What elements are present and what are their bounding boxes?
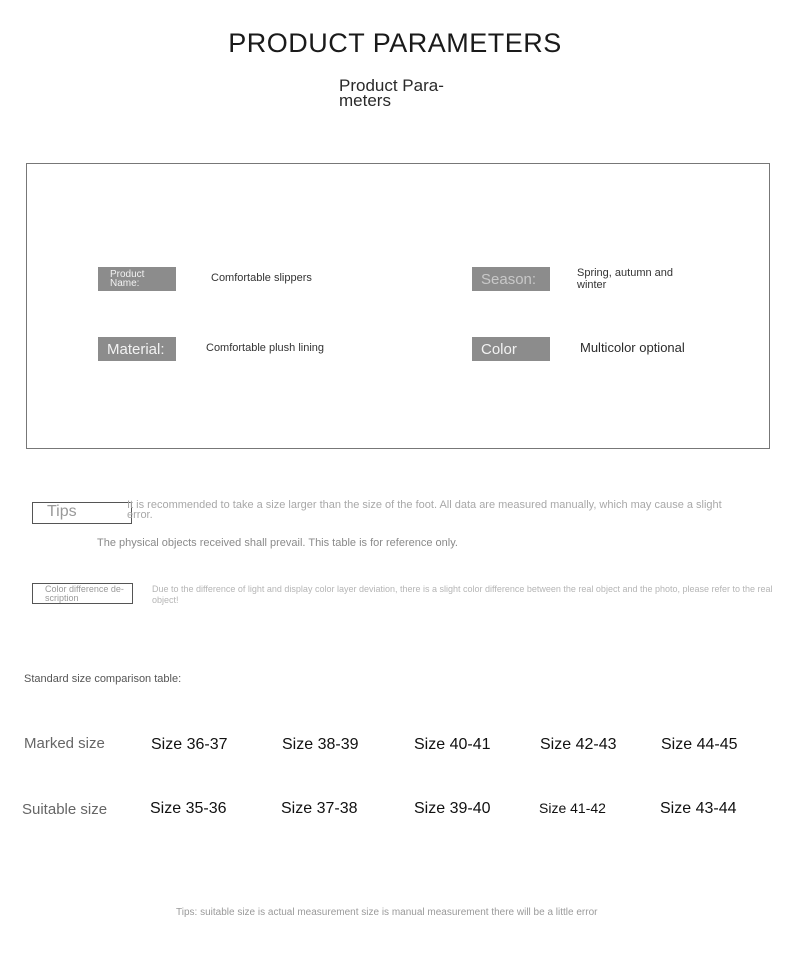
color-difference-text: Due to the difference of light and display color layer deviation, there is a slight color difference between the real object and the photo, please refer to the real object! xyxy=(152,584,773,605)
suitable-size-cell: Size 43-44 xyxy=(660,800,737,817)
page-title: PRODUCT PARAMETERS xyxy=(228,28,562,58)
material-label: Material: xyxy=(98,337,176,361)
size-table-caption: Standard size comparison table: xyxy=(24,673,182,685)
suitable-size-cell: Size 41-42 xyxy=(539,800,606,816)
parameters-panel xyxy=(26,163,770,449)
marked-size-cell: Size 36-37 xyxy=(151,736,228,753)
material-value: Comfortable plush lining xyxy=(206,342,325,354)
suitable-size-label: Suitable size xyxy=(22,801,108,818)
marked-size-cell: Size 44-45 xyxy=(661,736,738,753)
color-label: Color xyxy=(472,337,550,361)
marked-size-cell: Size 38-39 xyxy=(282,736,359,753)
color-value: Multicolor optional xyxy=(580,340,685,355)
marked-size-cell: Size 40-41 xyxy=(414,736,491,753)
suitable-size-cell: Size 37-38 xyxy=(281,800,358,817)
marked-size-label: Marked size xyxy=(24,735,105,752)
color-difference-tag: Color difference de- scription xyxy=(32,583,133,604)
tips-tag: Tips xyxy=(32,502,132,524)
marked-size-cell: Size 42-43 xyxy=(540,736,617,753)
tips-note: The physical objects received shall prevail. This table is for reference only. xyxy=(97,537,458,549)
season-value: Spring, autumn and winter xyxy=(577,267,674,291)
product-name-label: Product Name: xyxy=(98,267,176,291)
suitable-size-cell: Size 39-40 xyxy=(414,800,491,817)
suitable-size-cell: Size 35-36 xyxy=(150,800,227,817)
season-label: Season: xyxy=(472,267,550,291)
tips-text: It is recommended to take a size larger than the size of the foot. All data are measured manually, which may cause a slight error. xyxy=(127,499,722,521)
page-subtitle: Product Para- meters xyxy=(339,76,444,110)
product-name-value: Comfortable slippers xyxy=(211,272,312,284)
footer-tip: Tips: suitable size is actual measurement size is manual measurement there will be a little error xyxy=(176,907,598,918)
